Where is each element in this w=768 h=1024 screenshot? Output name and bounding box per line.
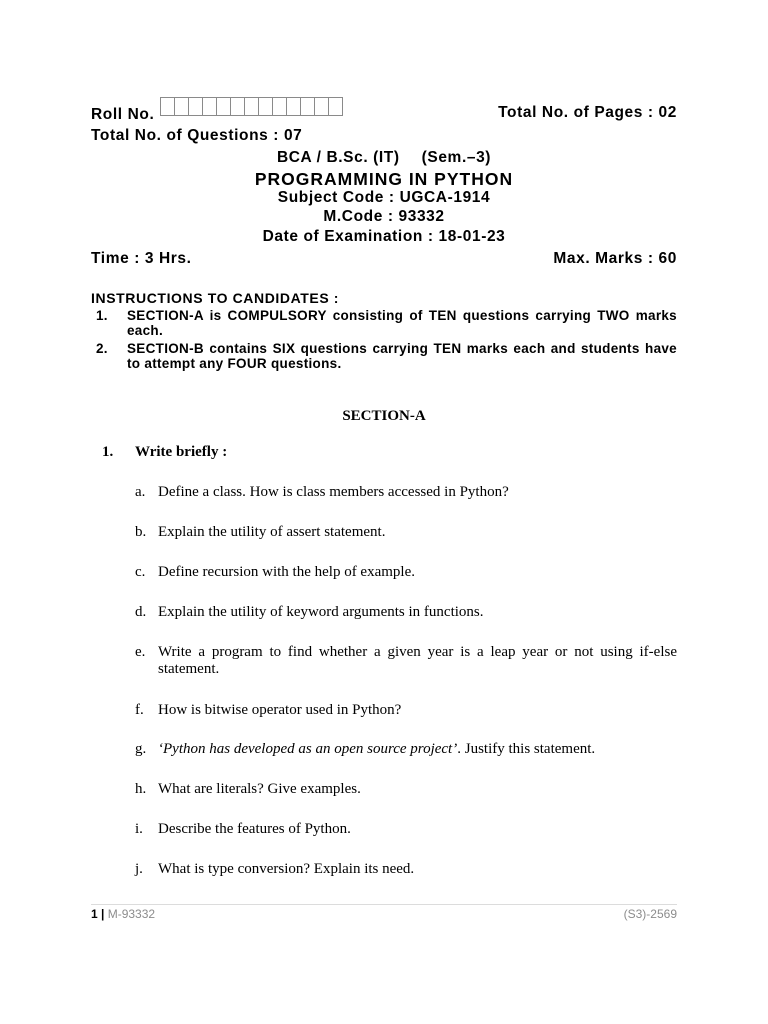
- roll-box: [174, 97, 189, 116]
- time-allowed: Time : 3 Hrs.: [91, 250, 192, 267]
- list-item: [135, 564, 677, 581]
- question-heading: [102, 444, 228, 461]
- question-label: Write briefly :: [135, 444, 228, 460]
- roll-box: [286, 97, 301, 116]
- item-letter: h.: [135, 781, 147, 797]
- exam-date: Date of Examination : 18-01-23: [262, 228, 506, 245]
- item-text: Describe the features of Python.: [158, 821, 351, 837]
- semester: (Sem.–3): [421, 149, 492, 166]
- list-item: [135, 861, 677, 878]
- roll-box: [216, 97, 231, 116]
- list-item: [135, 741, 677, 758]
- item-text: What is type conversion? Explain its need.: [158, 861, 415, 877]
- footer-mcode: M-93332: [107, 907, 156, 921]
- subject-code: Subject Code : UGCA-1914: [277, 189, 491, 206]
- instruction-number: 2.: [96, 341, 108, 356]
- roll-box: [230, 97, 245, 116]
- roll-box: [300, 97, 315, 116]
- roll-box: [272, 97, 287, 116]
- roll-number-boxes: [161, 97, 343, 116]
- m-code: M.Code : 93332: [323, 208, 445, 225]
- item-text: Define recursion with the help of example.: [158, 564, 415, 580]
- item-text: How is bitwise operator used in Python?: [158, 702, 402, 718]
- roll-no-label: Roll No.: [91, 106, 155, 123]
- course-name: BCA / B.Sc. (IT): [276, 149, 400, 166]
- roll-box: [188, 97, 203, 116]
- item-letter: d.: [135, 604, 147, 620]
- item-text: What are literals? Give examples.: [158, 781, 361, 797]
- item-letter: b.: [135, 524, 147, 540]
- item-text: Write a program to find whether a given year is a leap year or not using if-else statement.: [158, 644, 677, 677]
- item-letter: j.: [135, 861, 143, 877]
- item-letter: g.: [135, 741, 147, 757]
- item-text: Explain the utility of keyword arguments in functions.: [158, 604, 484, 620]
- section-title: SECTION-A: [342, 408, 426, 424]
- instruction-item: [96, 308, 677, 338]
- item-text-rest: . Justify this statement.: [457, 741, 596, 757]
- instruction-number: 1.: [96, 308, 108, 323]
- roll-number-row: [91, 104, 677, 126]
- list-item: [135, 484, 677, 501]
- max-marks: Max. Marks : 60: [553, 250, 677, 267]
- footer-paper-code: (S3)-2569: [623, 907, 677, 921]
- instruction-item: [96, 341, 677, 371]
- footer-divider: [91, 904, 677, 905]
- page-number: 1 |: [91, 907, 105, 921]
- total-questions: Total No. of Questions : 07: [91, 127, 303, 144]
- course-line: [91, 149, 677, 167]
- item-letter: c.: [135, 564, 146, 580]
- list-item: [135, 821, 677, 838]
- item-text: [158, 741, 677, 758]
- item-text: Define a class. How is class members accessed in Python?: [158, 484, 509, 500]
- item-quote: ‘Python has developed as an open source project’: [158, 741, 458, 757]
- item-letter: e.: [135, 644, 146, 660]
- time-marks-row: [91, 250, 677, 268]
- list-item: [135, 781, 677, 798]
- item-letter: i.: [135, 821, 143, 837]
- roll-box: [202, 97, 217, 116]
- list-item: [135, 644, 677, 678]
- instruction-text: SECTION-A is COMPULSORY consisting of TEN questions carrying TWO marks each.: [127, 308, 677, 338]
- roll-box: [258, 97, 273, 116]
- total-pages: Total No. of Pages : 02: [498, 104, 677, 121]
- list-item: [135, 702, 677, 719]
- question-number: 1.: [102, 444, 114, 460]
- roll-box: [160, 97, 175, 116]
- list-item: [135, 524, 677, 541]
- list-item: [135, 604, 677, 621]
- roll-box: [244, 97, 259, 116]
- instruction-text: SECTION-B contains SIX questions carrying TEN marks each and students have to attempt any FOUR questions.: [127, 341, 677, 371]
- instructions-heading: INSTRUCTIONS TO CANDIDATES :: [91, 290, 340, 306]
- page-footer: [91, 907, 677, 921]
- item-letter: f.: [135, 702, 144, 718]
- subject-title: PROGRAMMING IN PYTHON: [254, 169, 514, 189]
- item-text: Explain the utility of assert statement.: [158, 524, 386, 540]
- roll-box: [314, 97, 329, 116]
- roll-box: [328, 97, 343, 116]
- item-letter: a.: [135, 484, 146, 500]
